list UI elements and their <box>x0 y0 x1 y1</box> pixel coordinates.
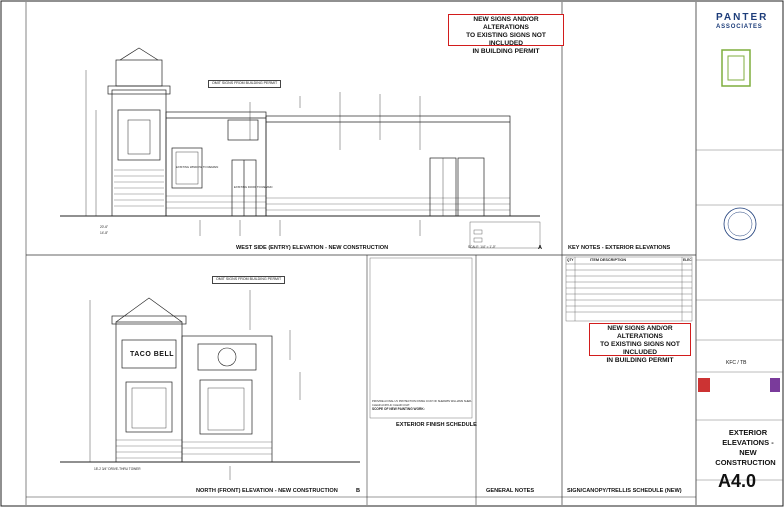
finish-schedule-title: EXTERIOR FINISH SCHEDULE <box>396 422 477 428</box>
west-elevation-scale: SCALE: 1/4" = 1'-0" <box>468 245 496 249</box>
architect-seal <box>724 208 756 240</box>
company-name-2: ASSOCIATES <box>716 24 763 30</box>
brand-logos <box>698 378 780 392</box>
sign-schedule-grid <box>566 257 692 321</box>
dim-label-1: 18'-2 3/4" DRIVE-THRU TOWER <box>94 467 141 471</box>
west-elevation-title: WEST SIDE (ENTRY) ELEVATION - NEW CONSTRUCTION <box>236 245 389 251</box>
north-elevation-tag: B <box>356 488 361 494</box>
window-label: EXISTING WINDOW TO REMAIN <box>176 165 219 169</box>
sign-col-qty: QTY <box>567 258 574 262</box>
company-name-1: PANTER <box>716 12 769 23</box>
scope-note: SCOPE OF NEW PAINTING WORK: <box>372 407 425 411</box>
west-elevation-drawing <box>60 48 540 236</box>
west-elevation-tag: A <box>538 245 543 251</box>
notice-line-2: TO EXISTING SIGNS NOT INCLUDED <box>466 32 546 47</box>
notice-line-1: NEW SIGNS AND/OR ALTERATIONS <box>473 16 539 31</box>
company-logo <box>722 50 750 86</box>
sign-col-elec: ELEC <box>683 258 692 262</box>
key-notes-title: KEY NOTES - EXTERIOR ELEVATIONS <box>568 245 671 251</box>
notice-line-3: IN BUILDING PERMIT <box>606 357 674 364</box>
notice-box-middle <box>589 323 691 364</box>
sheet-title-4: CONSTRUCTION <box>715 458 776 467</box>
general-notes-title: GENERAL NOTES <box>486 488 535 494</box>
north-elevation-drawing <box>60 290 360 480</box>
north-elevation-title: NORTH (FRONT) ELEVATION - NEW CONSTRUCTION <box>196 488 338 494</box>
omit-signs-label: OMIT SIGNS FROM BUILDING PERMIT <box>208 80 281 88</box>
notice-line-1: NEW SIGNS AND/OR ALTERATIONS <box>607 325 673 340</box>
finish-schedule-grid <box>370 258 472 418</box>
notice-line-3: IN BUILDING PERMIT <box>472 48 540 55</box>
door-label: EXISTING DOOR TO REMAIN <box>234 185 273 189</box>
notice-line-2: TO EXISTING SIGNS NOT INCLUDED <box>600 341 680 356</box>
taco-bell-sign-text: TACO BELL <box>130 351 175 358</box>
sheet-title-1: EXTERIOR <box>728 428 768 437</box>
omit-signs-label-north: OMIT SIGNS FROM BUILDING PERMIT <box>212 276 285 284</box>
provide-note: PROVIDE A FINAL UV PROTECTION FINISH COAT OF SHERWIN WILLIAMS SHER-CLEAR ACRYLIC CLEAR COAT. <box>372 400 472 407</box>
dim-label-2: 20'-6" <box>100 225 109 229</box>
sheet-number: A4.0 <box>718 471 757 491</box>
dim-label-3: 14'-8" <box>100 231 109 235</box>
project-name: KFC / TB <box>726 360 747 366</box>
sign-schedule-title: SIGN/CANOPY/TRELLIS SCHEDULE (NEW) <box>567 488 682 494</box>
sign-col-description: ITEM DESCRIPTION <box>590 258 627 262</box>
sheet-title-3: NEW <box>739 448 757 457</box>
sheet-title-2: ELEVATIONS - <box>722 438 774 447</box>
notice-box-top <box>448 14 564 55</box>
